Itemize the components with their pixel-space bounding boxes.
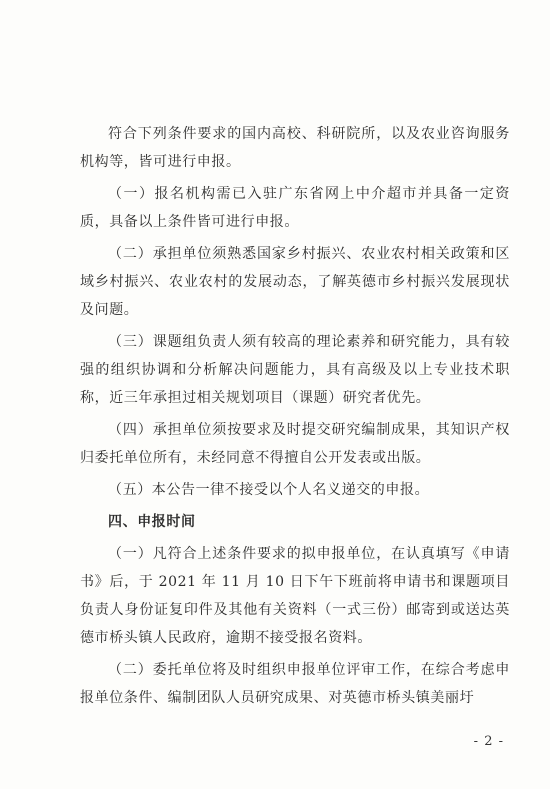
condition-paragraph-5: （五）本公告一律不接受以个人名义递交的申报。 [108, 482, 430, 498]
condition-paragraph-4: （四）承担单位须按要求及时提交研究编制成果，其知识产权归委托单位所有，未经同意不得擅自公开发表或出版。 [80, 422, 510, 466]
schedule-paragraph-2: （二）委托单位将及时组织申报单位评审工作，在综合考虑申报单位条件、编制团队人员研究成果、对英德市桥头镇美丽圩 [80, 662, 510, 706]
intro-paragraph: 符合下列条件要求的国内高校、科研院所，以及农业咨询服务机构等，皆可进行申报。 [80, 126, 510, 170]
condition-paragraph-1: （一）报名机构需已入驻广东省网上中介超市并具备一定资质，具备以上条件皆可进行申报。 [80, 186, 510, 230]
section-heading: 四、申报时间 [108, 514, 196, 530]
condition-paragraph-3: （三）课题组负责人须有较高的理论素养和研究能力，具有较强的组织协调和分析解决问题能力，具有高级及以上专业技术职称，近三年承担过相关规划项目（课题）研究者优先。 [80, 334, 510, 406]
document-body [80, 120, 510, 716]
schedule-paragraph-1: （一）凡符合上述条件要求的拟申报单位，在认真填写《申请书》后，于 2021 年 11 月 10 日下午下班前将申请书和课题项目负责人身份证复印件及其他有关资料（一式三份）邮寄到或送达英德市桥头镇人民政府，逾期不接受报名资料。 [80, 546, 510, 646]
condition-paragraph-2: （二）承担单位须熟悉国家乡村振兴、农业农村相关政策和区域乡村振兴、农业农村的发展动态，了解英德市乡村振兴发展现状及问题。 [80, 246, 510, 318]
page-number: - 2 - [473, 734, 504, 749]
